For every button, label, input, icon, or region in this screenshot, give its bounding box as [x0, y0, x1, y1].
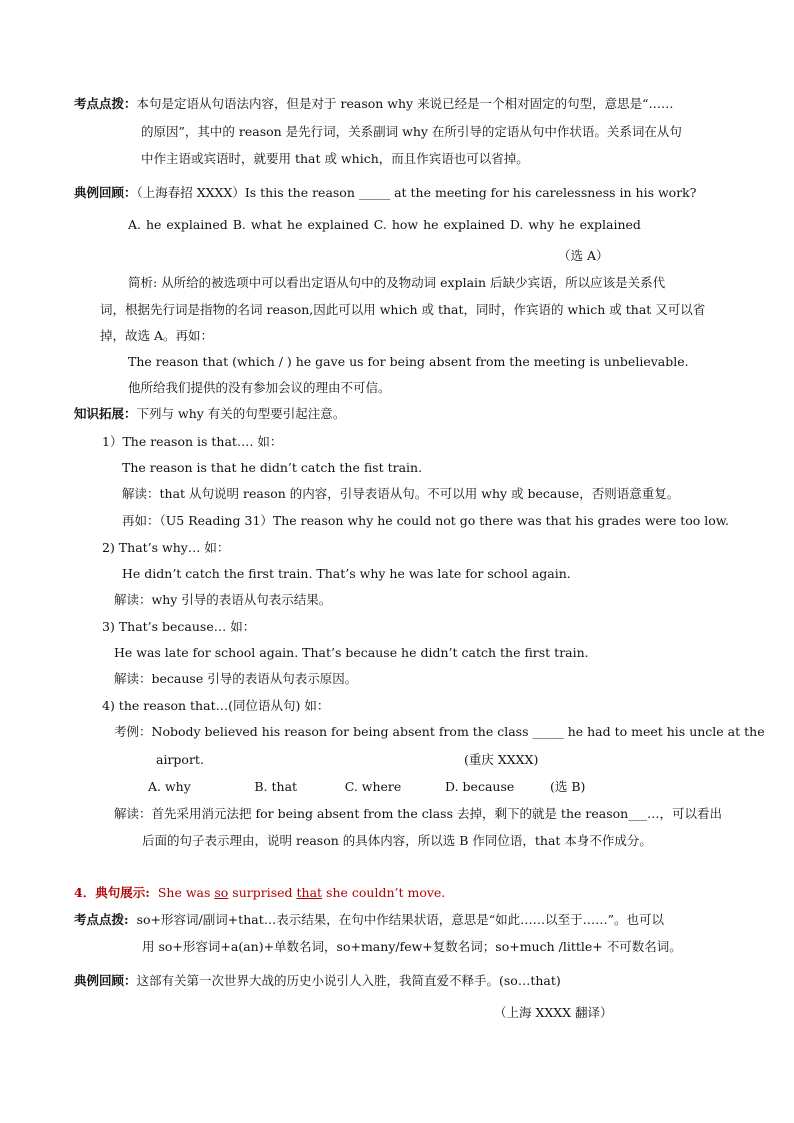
s4-dianli-line [74, 973, 561, 989]
sentence-part-a: She was [157, 885, 215, 900]
analysis-line-3: 掉，故选 A。再如： [100, 328, 214, 343]
kaodian-text-1: 本句是定语从句语法内容，但是对于 reason why 来说已经是一个相对固定的句型，意思是“…… [136, 96, 674, 111]
pattern-4-source: (重庆 XXXX) [464, 752, 539, 767]
kaodian-line-1 [74, 96, 673, 112]
pattern-4-question-cont: airport. [156, 752, 204, 767]
pattern-3-heading: 3) That’s because… 如： [102, 619, 256, 634]
example-english: The reason that (which / ) he gave us for being absent from the meeting is unbelievable. [128, 354, 689, 369]
pattern-3-example: He was late for school again. That’s because he didn’t catch the first train. [114, 645, 589, 660]
zhishi-text: 下列与 why 有关的句型要引起注意。 [136, 406, 346, 421]
example-chinese: 他所给我们提供的没有参加会议的理由不可信。 [128, 380, 391, 395]
analysis-line-1: 简析: 从所给的被选项中可以看出定语从句中的及物动词 explain 后缺少宾语，所以应该是关系代 [128, 275, 666, 290]
pattern-4-question: 考例：Nobody believed his reason for being absent from the class _____ he had to meet his uncle at the [114, 724, 765, 739]
section-4-number: 4． [74, 885, 96, 900]
pattern-2-example: He didn’t catch the first train. That’s why he was late for school again. [122, 566, 571, 581]
sentence-part-b: surprised [228, 885, 297, 900]
sentence-part-c: she couldn’t move. [322, 885, 446, 900]
kaodian-label: 考点点拨： [74, 96, 137, 111]
pattern-4-heading: 4) the reason that…(同位语从句) 如： [102, 698, 330, 713]
zhishi-line [74, 406, 345, 422]
answer-note: （选 A） [558, 248, 609, 263]
dianli-question: （上海春招 XXXX）Is this the reason _____ at the meeting for his carelessness in his work? [136, 185, 697, 200]
s4-kaodian-line-2: 用 so+形容词+a(an)+单数名词，so+many/few+复数名词；so+much /little+ 不可数名词。 [142, 939, 682, 954]
kaodian-line-2: 的原因”，其中的 reason 是先行词，关系副词 why 在所引导的定语从句中作状语。关系词在从句 [141, 124, 682, 139]
pattern-2-explanation: 解读：why 引导的表语从句表示结果。 [114, 592, 332, 607]
s4-kaodian-text-1: so+形容词/副词+that…表示结果，在句中作结果状语，意思是“如此……以至于……”。也可以 [128, 912, 665, 927]
pattern-1-example: The reason is that he didn’t catch the fist train. [122, 460, 423, 475]
pattern-1-more-example: 再如：（U5 Reading 31）The reason why he could not go there was that his grades were too low. [122, 513, 730, 528]
dianli-label: 典例回顾： [74, 185, 137, 200]
s4-kaodian-line-1 [74, 912, 664, 928]
s4-kaodian-label: 考点点拨: [74, 912, 129, 927]
analysis-line-2: 词，根据先行词是指物的名词 reason,因此可以用 which 或 that，同时，作宾语的 which 或 that 又可以省 [100, 302, 706, 317]
section-4-title [74, 885, 445, 901]
pattern-3-explanation: 解读：because 引导的表语从句表示原因。 [114, 671, 358, 686]
s4-dianli-text: 这部有关第一次世界大战的历史小说引人入胜，我简直爱不释手。(so…that) [136, 973, 561, 988]
pattern-4-explanation-2: 后面的句子表示理由，说明 reason 的具体内容，所以选 B 作同位语，that 本身不作成分。 [142, 833, 652, 848]
s4-source: （上海 XXXX 翻译） [494, 1005, 613, 1020]
pattern-4-options: A. why B. that C. where D. because (选 B) [148, 779, 586, 794]
section-4-sentence [158, 885, 445, 900]
section-4-label: 典句展示: [95, 885, 150, 900]
dianli-line [74, 185, 696, 201]
s4-dianli-label: 典例回顾： [74, 973, 137, 988]
sentence-so: so [214, 885, 229, 900]
options-line: A. he explained B. what he explained C. how he explained D. why he explained [128, 217, 641, 232]
pattern-4-explanation-1: 解读：首先采用消元法把 for being absent from the class 去掉，剩下的就是 the reason___…，可以看出 [114, 806, 722, 821]
pattern-1-explanation: 解读：that 从句说明 reason 的内容，引导表语从句。不可以用 why 或 because，否则语意重复。 [122, 486, 680, 501]
pattern-2-heading: 2) That’s why… 如： [102, 540, 230, 555]
zhishi-label: 知识拓展： [74, 406, 137, 421]
kaodian-line-3: 中作主语或宾语时，就要用 that 或 which，而且作宾语也可以省掉。 [141, 151, 529, 166]
sentence-that: that [296, 885, 323, 900]
pattern-1-heading: 1）The reason is that…. 如： [102, 434, 283, 449]
